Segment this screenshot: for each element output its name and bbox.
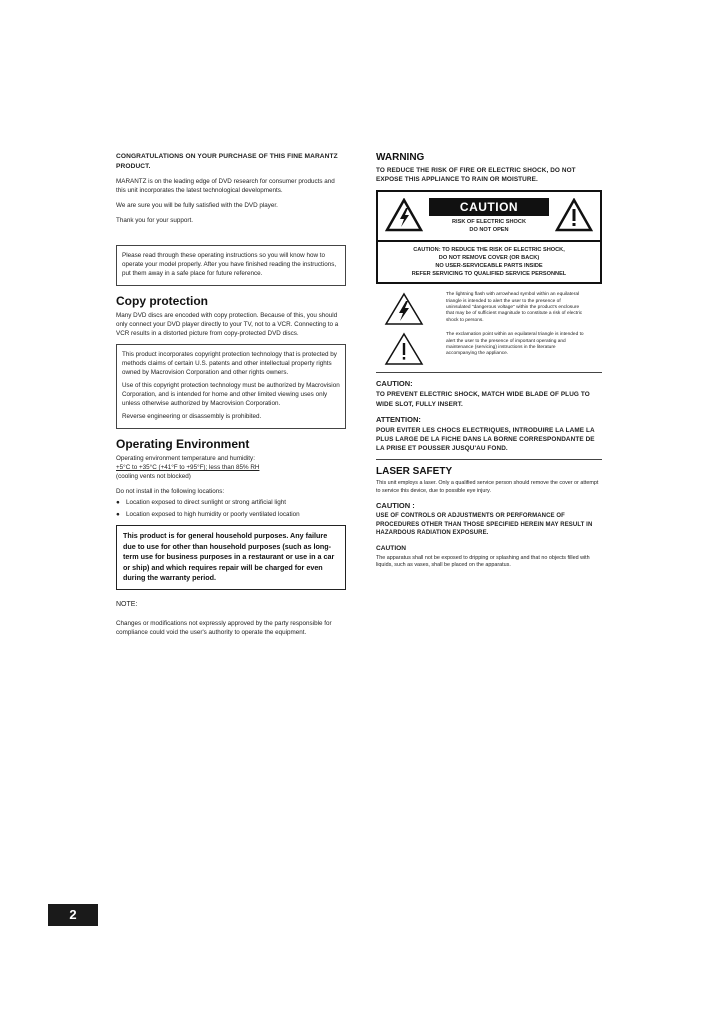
lightning-symbol-text: The lightning flash with arrowhead symbol within an equilateral triangle is intended to alert the user to the presence of uninsulated "dangerous voltage" within the product's enclosure that may be of sufficient magnitude to constitute a risk of electric shock to persons. — [446, 292, 583, 323]
laser-caution-text: USE OF CONTROLS OR ADJUSTMENTS OR PERFORMANCE OF PROCEDURES OTHER THAN THOSE SPECIFIED HEREIN MAY RESULT IN HAZARDOUS RADIATION EXPOSURE. — [376, 513, 593, 537]
caution-plug-text: TO PREVENT ELECTRIC SHOCK, MATCH WIDE BLADE OF PLUG TO WIDE SLOT, FULLY INSERT. — [376, 391, 590, 408]
laser-safety-text: This unit employs a laser. Only a qualified service person should remove the cover or attempt to service this device, due to possible eye injury. — [376, 480, 599, 494]
left-column — [116, 152, 346, 643]
exclamation-triangle-icon — [384, 332, 424, 366]
final-caution-text: The apparatus shall not be exposed to dripping or splashing and that no objects filled with liquids, such as vases, shall be placed on the apparatus. — [376, 554, 590, 569]
caution-sub-line-1: RISK OF ELECTRIC SHOCK — [452, 219, 526, 226]
read-instructions-text: Please read through these operating instructions so you will know how to operate your model properly. After you have finished reading the instructions, put them away in a safe place for future reference. — [122, 252, 337, 277]
caution-lower-line-4: REFER SERVICING TO QUALIFIED SERVICE PERSONNEL — [411, 271, 567, 278]
exclamation-warning-icon — [555, 198, 593, 232]
page-number: 2 — [48, 904, 98, 926]
install-locations-list — [116, 498, 346, 519]
lightning-warning-icon — [385, 198, 423, 232]
final-caution-heading: CAUTION — [376, 544, 407, 552]
macrovision-text-1: This product incorporates copyright protection technology that is protected by methods claims of certain U.S. patents and other intellectual property rights owned by Macrovision Corporation and other rights owners. — [122, 351, 337, 376]
caution-lower-line-3: NO USER-SERVICEABLE PARTS INSIDE — [435, 263, 543, 270]
caution-label-panel — [376, 190, 602, 284]
right-column — [376, 152, 602, 576]
laser-caution-heading: CAUTION : — [376, 501, 415, 511]
congratulations-heading: CONGRATULATIONS ON YOUR PURCHASE OF THIS FINE MARANTZ PRODUCT. — [116, 153, 338, 170]
caution-title: CAUTION — [429, 198, 549, 216]
note-text: Changes or modifications not expressly approved by the party responsible for compliance could void the user's authority to operate the equipment. — [116, 619, 332, 636]
caution-lower-line-1: CAUTION: TO REDUCE THE RISK OF ELECTRIC SHOCK, — [413, 247, 565, 254]
caution-plug-heading: CAUTION: — [376, 379, 413, 389]
attention-heading: ATTENTION: — [376, 414, 421, 424]
list-item: ● Location exposed to high humidity or poorly ventilated location — [116, 511, 300, 518]
intro-paragraph-2: We are sure you will be fully satisfied with the DVD player. — [116, 202, 278, 209]
note-heading: NOTE: — [116, 600, 138, 608]
laser-safety-heading: LASER SAFETY — [376, 466, 453, 478]
exclamation-symbol-text: The exclamation point within an equilateral triangle is intended to alert the user to the presence of important operating and maintenance (servicing) instructions in the literature accompanying the appliance. — [446, 332, 584, 357]
exclamation-symbol-explanation — [384, 332, 602, 366]
environment-range-note: (cooling vents not blocked) — [116, 473, 191, 480]
intro-paragraph-3: Thank you for your support. — [116, 217, 194, 224]
copy-protection-text: Many DVD discs are encoded with copy protection. Because of this, you should only connect your DVD player directly to your TV, not to a VCR. Connecting to a VCR results in a distorted picture from copy-protected DVD discs. — [116, 312, 339, 337]
attention-text: POUR EVITER LES CHOCS ELECTRIQUES, INTRODUIRE LA LAME LA PLUS LARGE DE LA FICHE DANS LA BORNE CORRESPONDANTE DE LA PRISE ET POUSSER JUSQU'AU FOND. — [376, 426, 595, 453]
macrovision-box — [116, 344, 346, 429]
bullet-icon: ● — [116, 499, 120, 506]
lightning-symbol-explanation — [384, 292, 602, 326]
divider — [376, 372, 602, 373]
divider — [376, 459, 602, 460]
caution-lower-line-2: DO NOT REMOVE COVER (OR BACK) — [438, 255, 540, 262]
caution-sub-line-2: DO NOT OPEN — [469, 227, 509, 234]
household-purpose-text: This product is for general household purposes. Any failure due to use for other than household purposes (such as long-term use for business purposes in a restaurant or use in a car or ship) and which requires repair will be charged for even during the warranty period. — [123, 531, 335, 582]
copy-protection-heading: Copy protection — [116, 294, 208, 308]
warning-heading: WARNING — [376, 152, 425, 163]
environment-text: Operating environment temperature and humidity: — [116, 455, 255, 462]
lightning-triangle-icon — [384, 292, 424, 326]
list-item: ● Location exposed to direct sunlight or strong artificial light — [116, 499, 286, 506]
macrovision-text-3: Reverse engineering or disassembly is prohibited. — [122, 413, 262, 420]
environment-range: +5°C to +35°C (+41°F to +95°F); less than 85% RH — [116, 464, 260, 471]
read-instructions-box — [116, 245, 346, 286]
bullet-icon: ● — [116, 511, 120, 518]
operating-environment-heading: Operating Environment — [116, 437, 250, 451]
intro-paragraph-1: MARANTZ is on the leading edge of DVD research for consumer products and this unit incorporates the latest technological developments. — [116, 178, 335, 194]
warning-text: TO REDUCE THE RISK OF FIRE OR ELECTRIC SHOCK, DO NOT EXPOSE THIS APPLIANCE TO RAIN OR MOISTURE. — [376, 167, 576, 184]
install-locations-text: Do not install in the following locations: — [116, 488, 225, 495]
macrovision-text-2: Use of this copyright protection technology must be authorized by Macrovision Corporation, and is intended for home and other limited viewing uses only unless otherwise authorized by Macrovision Corporation. — [122, 382, 340, 407]
household-purpose-box — [116, 525, 346, 590]
